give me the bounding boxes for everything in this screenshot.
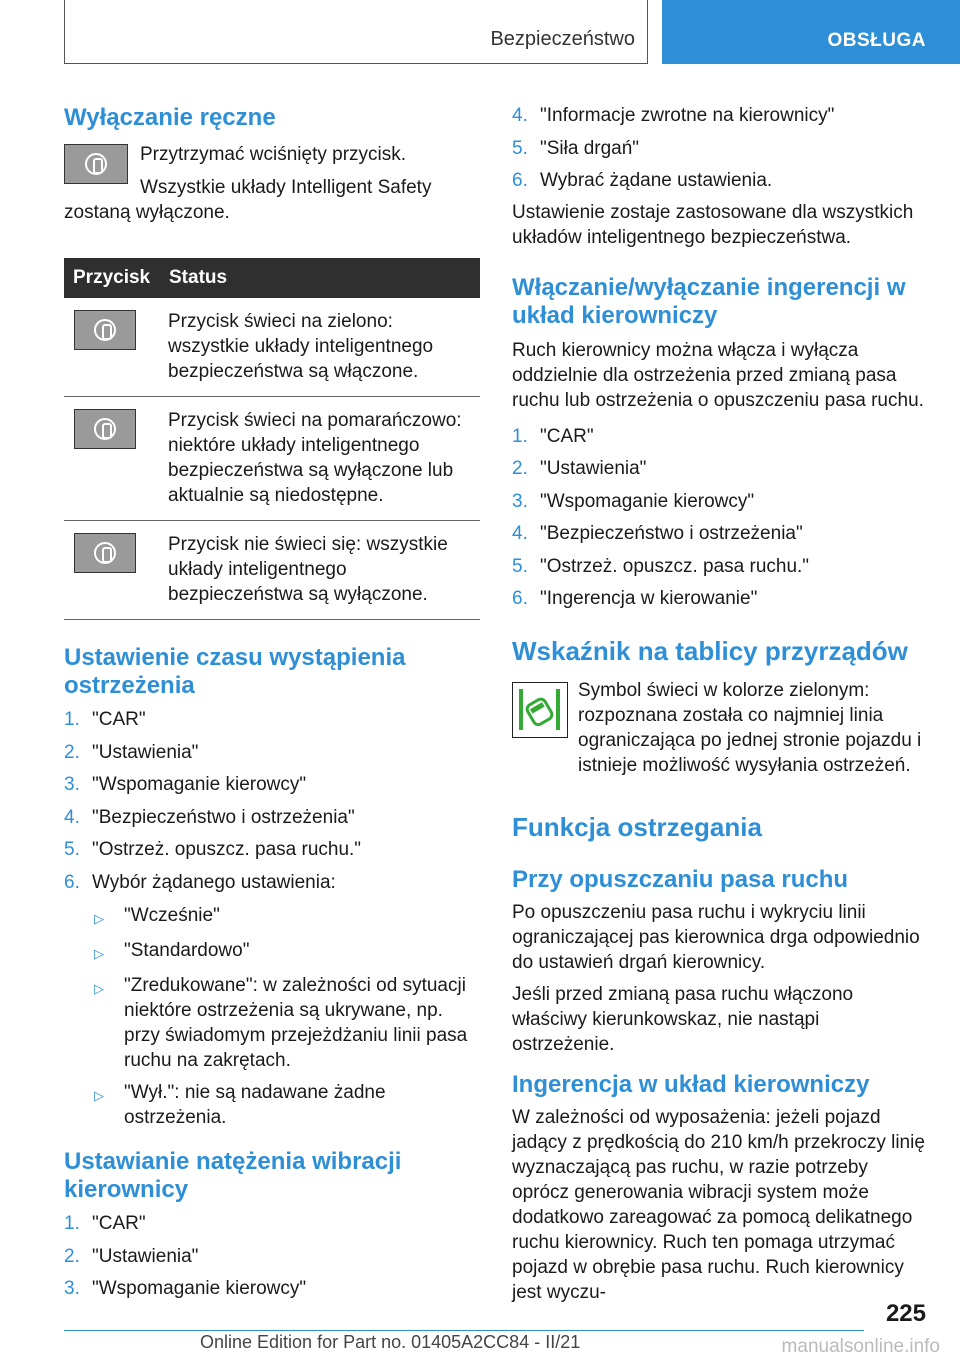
triangle-bullet-icon: ▷	[94, 981, 104, 996]
list-item: ▷ "Wcześnie"	[94, 903, 480, 931]
col-header-status: Status	[160, 258, 480, 298]
lane-assist-icon	[512, 682, 568, 738]
function-p2: Jeśli przed zmianą pasa ruchu włączono właściwy kierunkowskaz, nie nastąpi ostrzeżenie.	[512, 983, 854, 1055]
function-p1: Po opuszczeniu pasa ruchu i wykryciu linii ograniczającej pas kierownica drga odpowiednio do ustawień drgań kierownicy.	[512, 901, 920, 973]
heading-steering-intervention: Ingerencja w układ kierowniczy	[512, 1070, 870, 1098]
warning-time-steps	[64, 704, 480, 899]
heading-manual-off: Wyłączanie ręczne	[64, 104, 276, 131]
chapter-tab: OBSŁUGA	[662, 0, 960, 64]
left-column	[64, 100, 480, 1306]
heading-function: Funkcja ostrzegania	[512, 811, 762, 842]
indicator-desc: Symbol świeci w kolorze zielonym: rozpoznana została co najmniej linia ograniczająca po jednej stronie pojazdu i istnieje możliwość wysyłania ostrzeżeń.	[578, 679, 922, 776]
triangle-bullet-icon: ▷	[94, 1088, 104, 1103]
page-number: 225	[885, 1300, 926, 1327]
vibration-steps	[64, 1208, 480, 1306]
list-item: 3. "Wspomaganie kierowcy"	[64, 1278, 307, 1299]
list-item: 2. "Ustawienia"	[512, 458, 647, 479]
list-item: 1. "CAR"	[64, 1213, 146, 1234]
safety-button-icon	[74, 409, 136, 449]
watermark: manualsonline.info	[781, 1336, 940, 1357]
vibration-steps-cont	[512, 100, 926, 198]
list-item: ▷ "Zredukowane": w zależności od sytuacji niektóre ostrzeżenia są ukrywane, np. przy świadomym przejeżdżaniu linii pasa ruchu na zakrętach.	[94, 975, 468, 1071]
heading-vibration: Ustawianie natężenia wibracji kierownicy	[64, 1148, 402, 1203]
safety-button-icon	[64, 144, 128, 184]
heading-steering: Włączanie/wyłączanie ingerencji w układ kierowniczy	[512, 273, 906, 329]
steering-steps	[512, 421, 926, 616]
status-text: Przycisk nie świeci się: wszystkie układy inteligentnego bezpieczeństwa są wyłączone.	[160, 521, 480, 620]
list-item: 2. "Ustawienia"	[64, 1245, 199, 1267]
heading-warning-time: Ustawienie czasu wystąpienia ostrzeżenia	[64, 644, 406, 699]
edition-text: Online Edition for Part no. 01405A2CC84 - II/21	[200, 1332, 581, 1352]
manual-off-result: Wszystkie układy Intelligent Safety zostaną wyłączone.	[64, 177, 432, 223]
safety-button-icon	[74, 533, 136, 573]
list-item: 5. "Siła drgań"	[512, 137, 640, 159]
status-text: Przycisk świeci na zielono: wszystkie układy inteligentnego bezpieczeństwa są włączone.	[160, 298, 480, 397]
triangle-bullet-icon: ▷	[94, 911, 104, 926]
list-item: 6. "Ingerencja w kierowanie"	[512, 588, 758, 609]
list-item: 5. "Ostrzeż. opuszcz. pasa ruchu."	[64, 839, 362, 860]
section-title: Bezpieczeństwo	[490, 28, 635, 50]
heading-indicator: Wskaźnik na tablicy przyrządów	[512, 635, 908, 666]
list-item: 6. Wybrać żądane ustawienia.	[512, 170, 773, 191]
list-item: ▷ "Wył.": nie są nadawane żadne ostrzeżenia.	[94, 1082, 386, 1128]
warning-time-options	[94, 903, 480, 1130]
list-item: 4. "Bezpieczeństwo i ostrzeżenia"	[64, 806, 355, 828]
steering-desc: Ruch kierownicy można włącza i wyłącza oddzielnie dla ostrzeżenia przed zmianą pasa ruchu lub ostrzeżenia o opuszczeniu pasa ruchu.	[512, 339, 924, 411]
table-row	[64, 521, 480, 620]
list-item: 3. "Wspomaganie kierowcy"	[512, 490, 755, 512]
right-column	[512, 100, 926, 1305]
list-item: 2. "Ustawienia"	[64, 741, 199, 763]
list-item: 5. "Ostrzeż. opuszcz. pasa ruchu."	[512, 555, 810, 577]
status-table	[64, 258, 480, 620]
safety-button-icon	[74, 310, 136, 350]
manual-off-step: Przytrzymać wciśnięty przycisk.	[140, 144, 407, 165]
footer-rule	[64, 1330, 864, 1331]
vibration-note: Ustawienie zostaje zastosowane dla wszystkich układów inteligentnego bezpieczeństwa.	[512, 201, 914, 248]
table-row	[64, 298, 480, 397]
function-p3: W zależności od wyposażenia: jeżeli pojazd jadący z prędkością do 210 km/h przekroczy linię wyznaczającą pas ruchu, w razie potrzeby oprócz generowania wibracji system może dodatkowo zareagować za pomocą delikatnego ruchu kierownicy. Ruch ten pomaga utrzymać pojazd w obrębie pasa ruchu. Ruch kierownicy jest wyczu-	[512, 1106, 925, 1303]
list-item: 1. "CAR"	[512, 425, 594, 447]
list-item: 4. "Bezpieczeństwo i ostrzeżenia"	[512, 523, 803, 544]
triangle-bullet-icon: ▷	[94, 946, 104, 961]
list-item: ▷ "Standardowo"	[94, 938, 480, 966]
list-item: 1. "CAR"	[64, 709, 146, 730]
page-header	[0, 0, 960, 66]
heading-lane-leave: Przy opuszczaniu pasa ruchu	[512, 865, 849, 893]
section-box	[64, 0, 648, 64]
col-header-button: Przycisk	[64, 258, 160, 298]
table-row	[64, 397, 480, 521]
list-item: 3. "Wspomaganie kierowcy"	[64, 774, 307, 795]
list-item: 4. "Informacje zwrotne na kierownicy"	[512, 105, 835, 126]
status-text: Przycisk świeci na pomarańczowo: niektóre układy inteligentnego bezpieczeństwa są wyłączone lub aktualnie są niedostępne.	[160, 397, 480, 521]
list-item: 6. Wybór żądanego ustawienia:	[64, 871, 336, 893]
